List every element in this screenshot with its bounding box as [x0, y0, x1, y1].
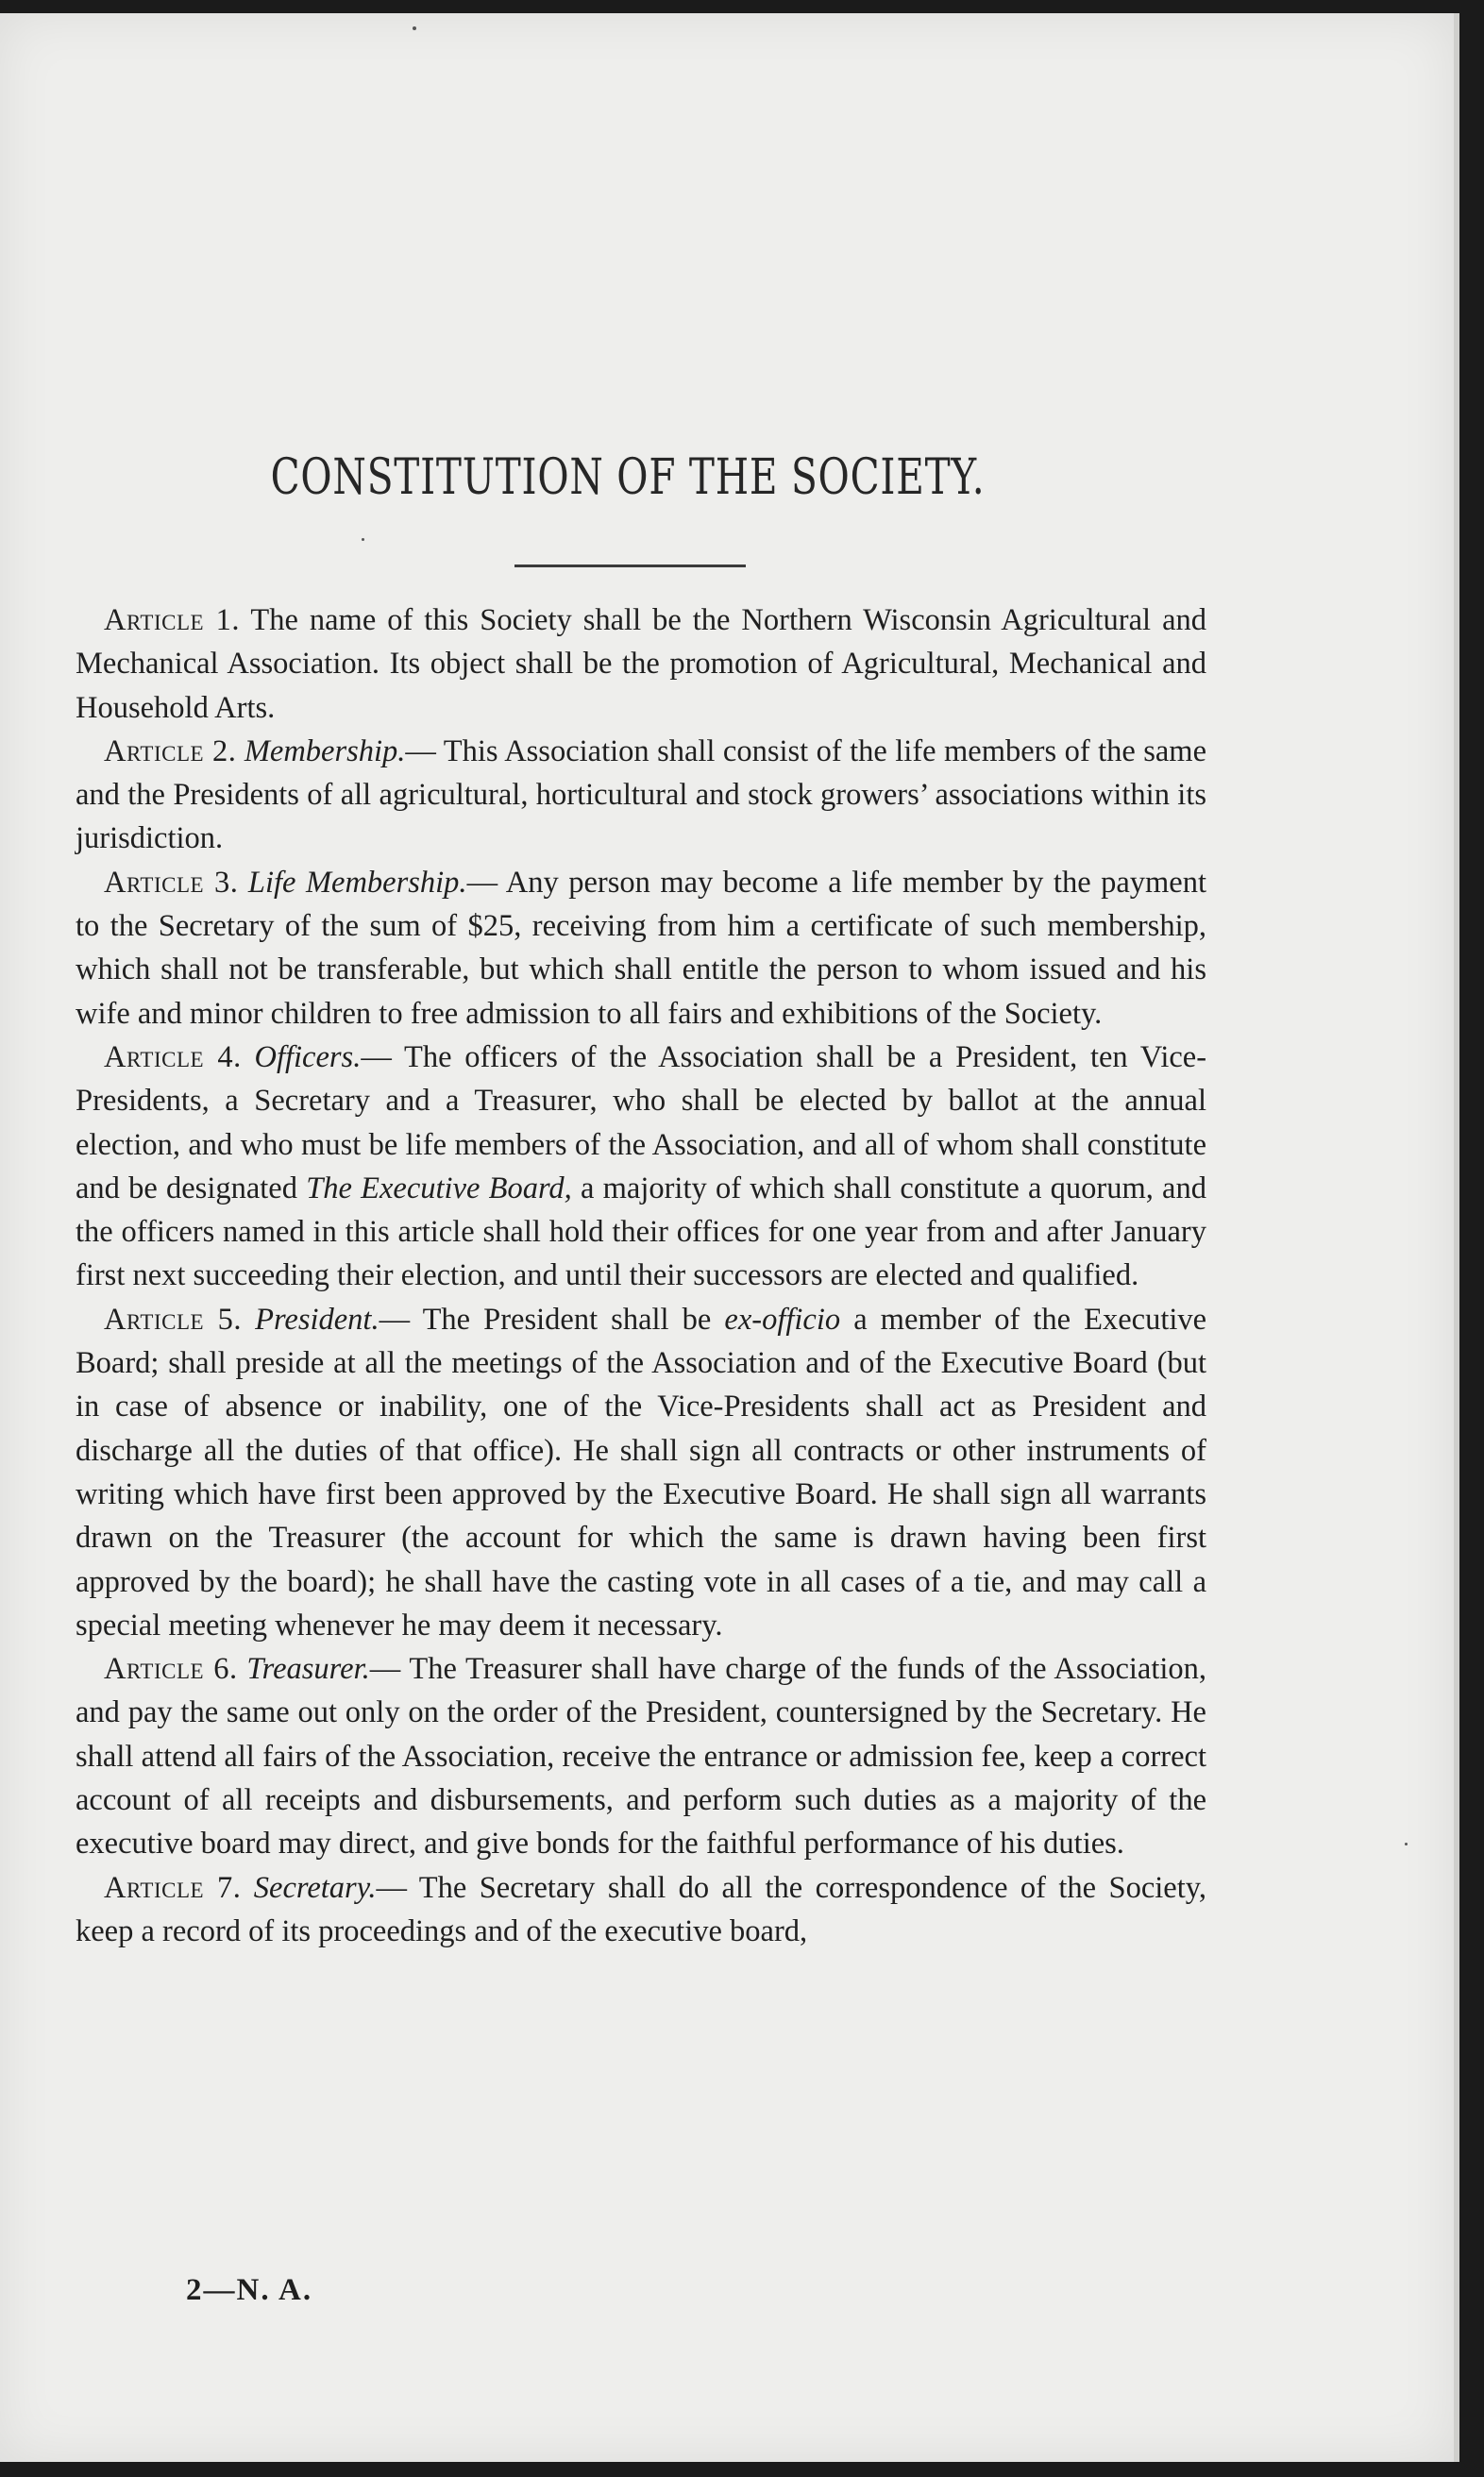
document-page — [0, 13, 1454, 2462]
article-heading: President. — [255, 1302, 379, 1337]
article-emphasis: ex-officio — [724, 1302, 841, 1337]
article-label: Article 1. — [104, 603, 240, 637]
article-7 — [76, 1866, 1206, 1954]
article-5 — [76, 1298, 1206, 1647]
article-label: Article 7. — [104, 1870, 242, 1905]
article-heading: Secretary. — [253, 1870, 377, 1905]
article-text: — The President shall be — [379, 1302, 712, 1337]
article-label: Article 2. — [104, 733, 237, 768]
article-text: — Any person may become a life member by the payment to the Secretary of the sum of $25, receiving from him a certificate of such membership, which shall not be transferable, but which shall entitle the person to whom issued and his wife and minor children to free admission to all fairs and exhibitions of the Society. — [76, 865, 1207, 1031]
page-edge — [1454, 13, 1459, 2462]
article-2 — [76, 730, 1206, 861]
article-heading: Officers. — [254, 1039, 362, 1074]
article-text: — The Treasurer shall have charge of the funds of the Association, and pay the same out only on the order of the President, countersigned by the Secretary. He shall attend all fairs of the Association, receive the entrance or admission fee, keep a correct account of all receipts and disbursements, and perform such duties as a majority of the executive board may direct, and give bonds for the faithful performance of his duties. — [76, 1652, 1207, 1862]
article-3 — [76, 861, 1206, 1036]
article-text: — This Association shall consist of the life members of the same and the Presidents of all agricultural, horticultural and stock growers’ associations within its jurisdiction. — [76, 733, 1206, 856]
article-text: a member of the Executive Board; shall preside at all the meetings of the Association and of the Executive Board (but in case of absence or inability, one of the Vice-Presidents shall act as President and discharge all the duties of that office). He shall sign all contracts or other instruments of writing which have first been approved by the Executive Board. He shall sign all warrants drawn on the Treasurer (the account for which the same is drawn having been first approved by the board); he shall have the casting vote in all cases of a tie, and may call a special meeting whenever he may deem it necessary. — [76, 1302, 1207, 1643]
constitution-body — [76, 598, 1206, 1953]
article-4 — [76, 1036, 1206, 1298]
article-text: — The officers of the Association shall be a President, ten Vice-Presidents, a Secretary and a Treasurer, who shall be elected by ballot at the annual election, and who must be life members of the Association, and all of whom shall constitute and be designated — [76, 1039, 1207, 1205]
article-label: Article 5. — [104, 1302, 243, 1337]
article-text: The name of this Society shall be the Northern Wisconsin Agricultural and Mechanical Association. Its object shall be the promotion of Agricultural, Mechanical and Household Arts. — [76, 603, 1206, 725]
article-text: — The Secretary shall do all the correspondence of the Society, keep a record of its proceedings and of the executive board, — [76, 1870, 1207, 1948]
paper-speck — [413, 26, 416, 30]
article-heading: Treasurer. — [246, 1652, 370, 1687]
paper-speck — [362, 538, 364, 541]
page-title: CONSTITUTION OF THE SOCIETY. — [270, 449, 986, 506]
article-heading: Membership. — [244, 733, 406, 768]
article-label: Article 6. — [104, 1652, 238, 1687]
title-divider — [514, 564, 746, 567]
article-text: a majority of which shall constitute a quorum, and the officers named in this article shall hold their offices for one year from and after January first next succeeding their election, and until their successors are elected and qualified. — [76, 1171, 1206, 1293]
article-1 — [76, 598, 1206, 730]
article-emphasis: The Executive Board, — [306, 1171, 572, 1205]
signature-mark: 2—N. A. — [186, 2273, 313, 2307]
paper-speck — [1405, 1843, 1408, 1845]
article-6 — [76, 1647, 1206, 1865]
article-heading: Life Membership. — [247, 865, 467, 900]
article-label: Article 4. — [104, 1039, 242, 1074]
article-label: Article 3. — [104, 865, 239, 900]
